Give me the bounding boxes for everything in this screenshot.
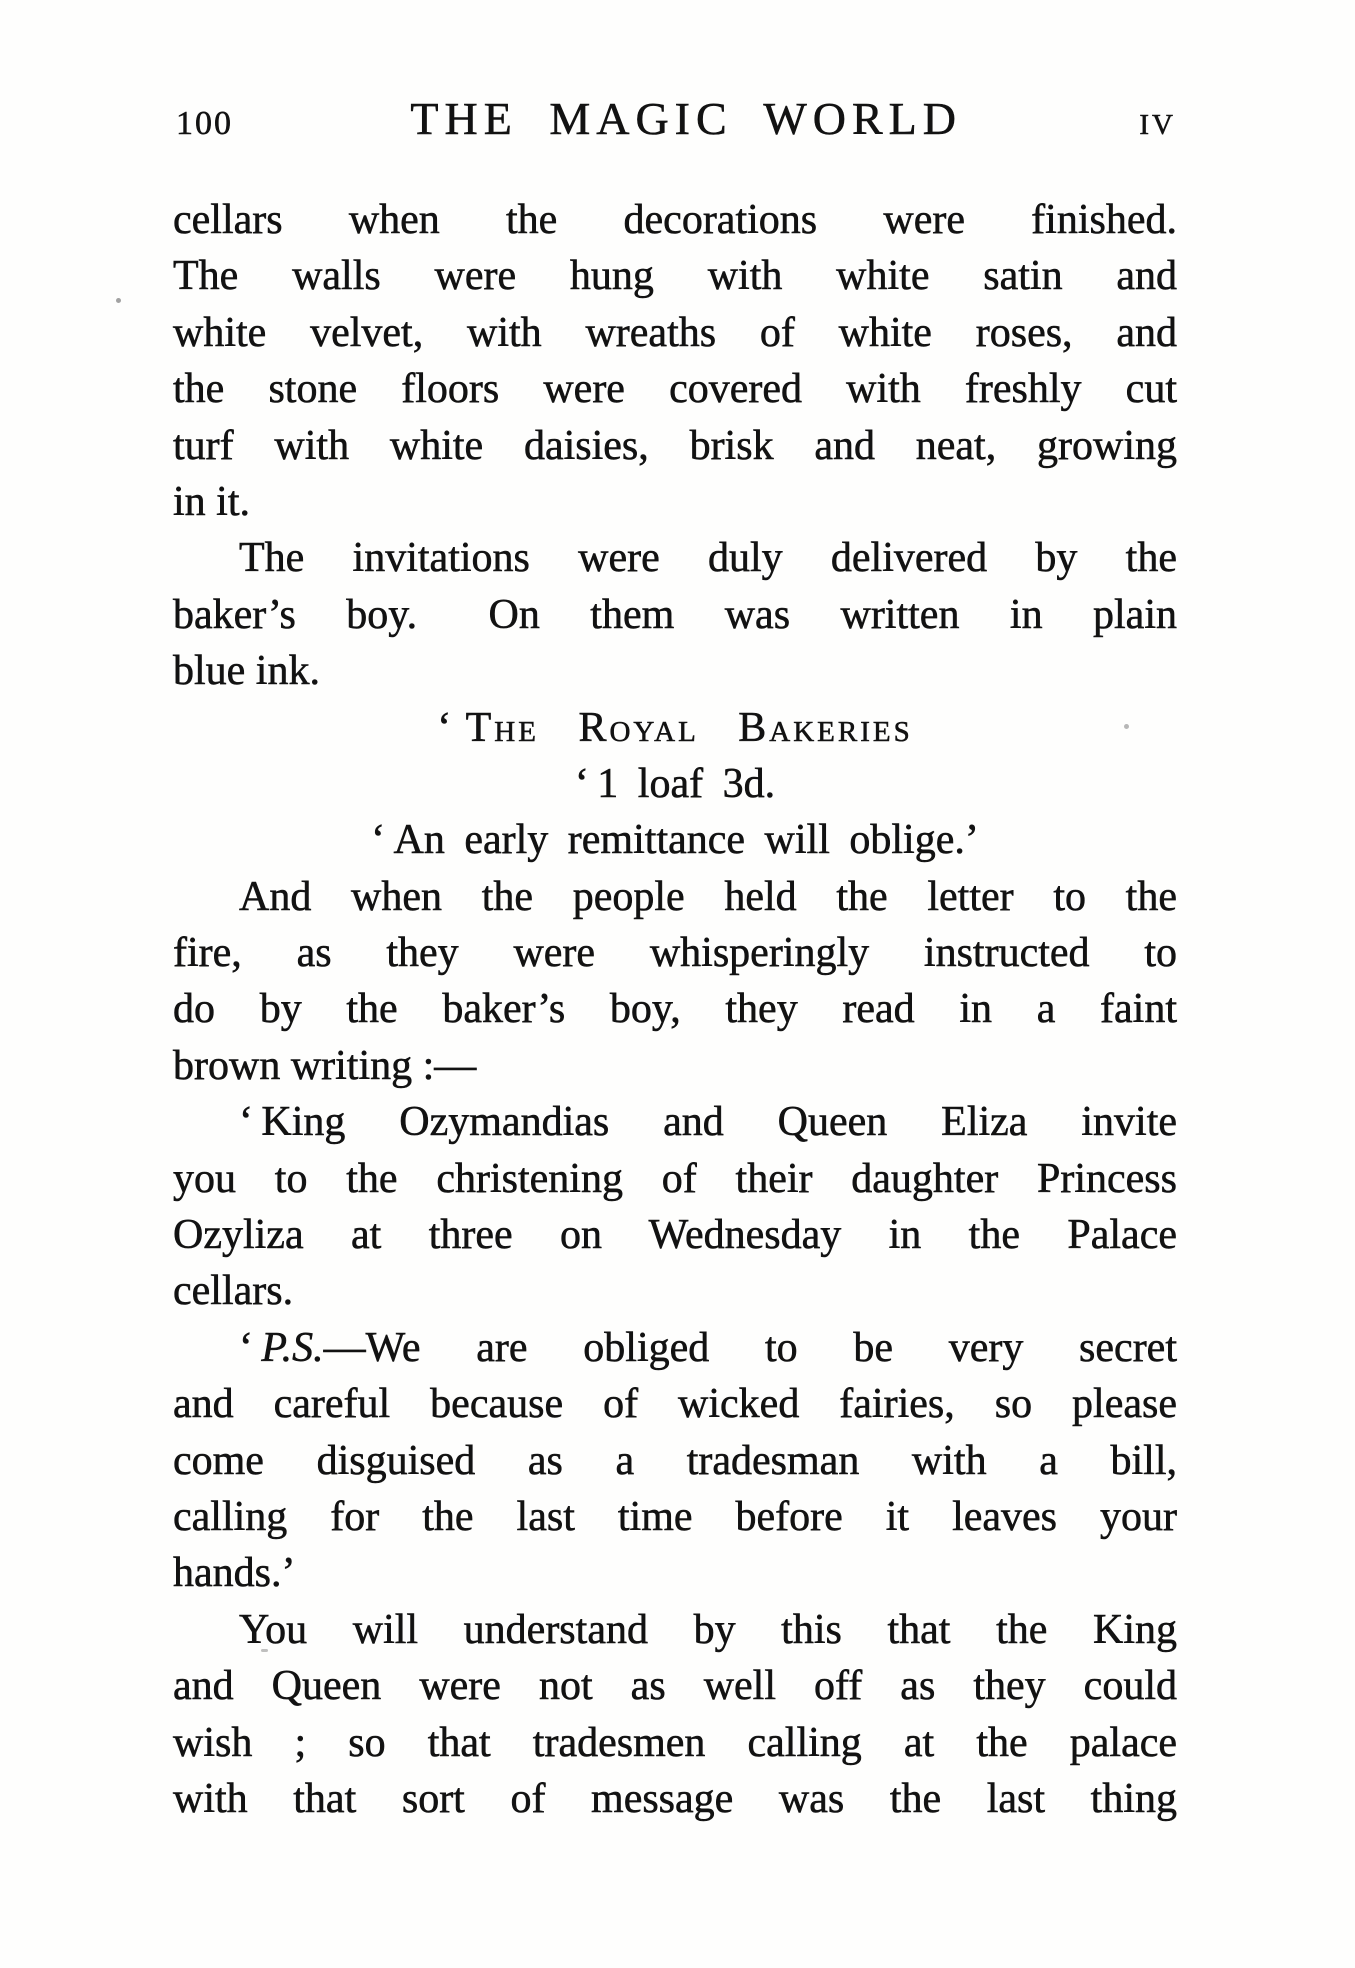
text-line-28: wish ; so that tradesmen calling at the palace bbox=[173, 1719, 1177, 1766]
text-line-29: with that sort of message was the last thing bbox=[173, 1775, 1177, 1822]
scan-artifact bbox=[1124, 724, 1129, 729]
text-line-24: calling for the last time before it leaves your bbox=[173, 1493, 1177, 1540]
text-line-14: fire, as they were whisperingly instructed to bbox=[173, 930, 1177, 977]
text-line-4: the stone floors were covered with freshly cut bbox=[173, 366, 1177, 413]
text-line-7: The invitations were duly delivered by the bbox=[239, 535, 1177, 582]
text-line-3: white velvet, with wreaths of white roses, and bbox=[173, 309, 1177, 356]
running-title: THE MAGIC WORLD bbox=[410, 93, 962, 144]
text-line-15: do by the baker’s boy, they read in a faint bbox=[173, 986, 1177, 1033]
scan-artifact bbox=[116, 298, 121, 303]
text-line-23: come disguised as a tradesman with a bill, bbox=[173, 1437, 1177, 1484]
text-line-18: you to the christening of their daughter Princess bbox=[173, 1155, 1177, 1202]
plain-text: ‘ bbox=[239, 1324, 262, 1371]
text-line-10: ‘ The Royal Bakeries bbox=[437, 704, 913, 751]
text-line-9: blue ink. bbox=[173, 648, 320, 695]
text-line-12: ‘ An early remittance will oblige.’ bbox=[371, 817, 979, 864]
text-line-5: turf with white daisies, brisk and neat, growing bbox=[173, 422, 1177, 469]
text-line-20: cellars. bbox=[173, 1268, 294, 1315]
italic-text: P.S. bbox=[261, 1324, 324, 1371]
page-number: 100 bbox=[176, 105, 233, 142]
chapter-number: IV bbox=[1139, 109, 1176, 141]
text-line-8: baker’s boy. On them was written in plain bbox=[173, 591, 1177, 638]
text-line-17: ‘ King Ozymandias and Queen Eliza invite bbox=[239, 1099, 1177, 1146]
text-line-13: And when the people held the letter to the bbox=[239, 873, 1177, 920]
text-line-25: hands.’ bbox=[173, 1550, 296, 1597]
body-text bbox=[173, 192, 1177, 1827]
plain-text: —We are obliged to be very secret bbox=[323, 1324, 1177, 1371]
text-line-2: The walls were hung with white satin and bbox=[173, 253, 1177, 300]
text-line-22: and careful because of wicked fairies, so please bbox=[173, 1381, 1177, 1428]
scan-artifact bbox=[261, 1649, 268, 1652]
text-line-1: cellars when the decorations were finished. bbox=[173, 197, 1177, 243]
text-line-11: ‘ 1 loaf 3d. bbox=[574, 760, 776, 807]
text-line-6: in it. bbox=[173, 478, 251, 525]
page-header bbox=[176, 92, 1176, 145]
text-line-27: and Queen were not as well off as they could bbox=[173, 1663, 1177, 1710]
text-line-26: You will understand by this that the King bbox=[239, 1606, 1177, 1653]
text-line-16: brown writing :— bbox=[173, 1042, 477, 1089]
text-line-21 bbox=[173, 1320, 1177, 1376]
text-line-19: Ozyliza at three on Wednesday in the Palace bbox=[173, 1212, 1177, 1259]
